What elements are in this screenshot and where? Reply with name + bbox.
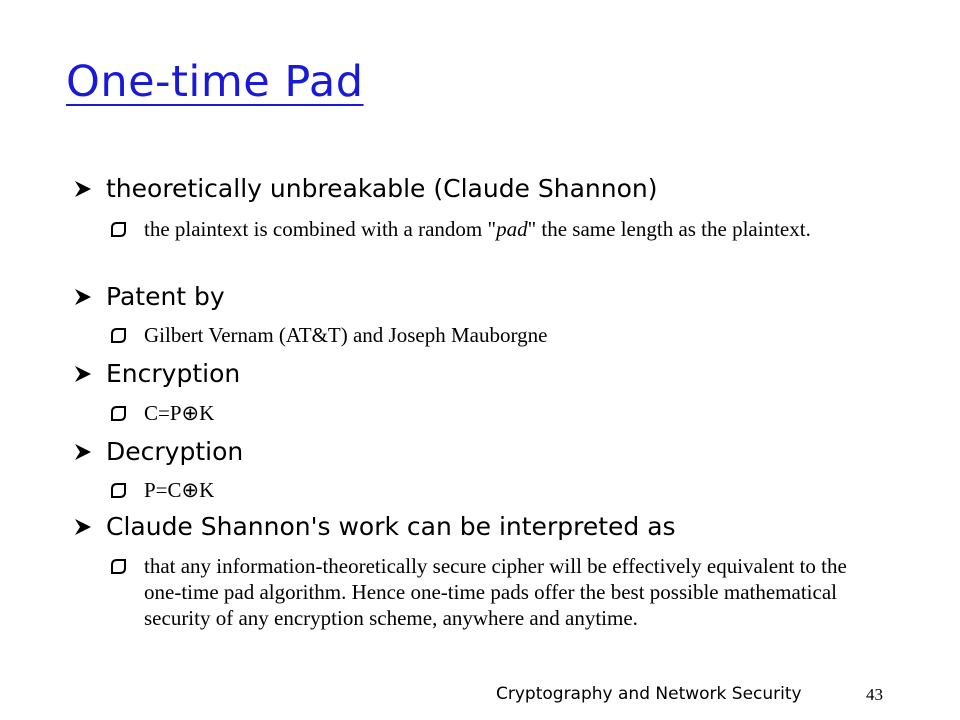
slide-title: One-time Pad	[66, 57, 364, 107]
bullet-item	[72, 277, 225, 317]
bullet-text: Decryption	[106, 437, 244, 466]
sub-bullet-item	[110, 553, 870, 631]
arrowhead-bullet-icon	[72, 516, 94, 538]
arrowhead-bullet-icon	[72, 363, 94, 385]
arrowhead-bullet-icon	[72, 286, 94, 308]
sub-bullet-item	[110, 322, 870, 348]
rounded-square-bullet-icon	[110, 221, 128, 239]
rounded-square-bullet-icon	[110, 558, 128, 576]
bullet-text: Claude Shannon's work can be interpreted as	[106, 512, 676, 541]
rounded-square-bullet-icon	[110, 327, 128, 345]
pad-emphasis: pad	[496, 217, 528, 241]
sub-bullet-text	[144, 216, 811, 242]
sub-bullet-text: C=P⊕K	[144, 401, 215, 425]
sub-bullet-item	[110, 216, 870, 242]
slide-footer: Cryptography and Network Security	[496, 684, 802, 704]
sub-bullet-item	[110, 400, 870, 426]
arrowhead-bullet-icon	[72, 441, 94, 463]
sub-bullet-text-part: " the same length as the plaintext.	[527, 217, 811, 241]
arrowhead-bullet-icon	[72, 178, 94, 200]
sub-bullet-text: that any information-theoretically secure cipher will be effectively equivalent to the one-time pad algorithm. Hence one-time pads offer the best possible mathematical security of any encryption scheme, anywhere and anytime.	[144, 554, 847, 630]
rounded-square-bullet-icon	[110, 405, 128, 423]
page-number: 43	[866, 685, 883, 704]
bullet-item	[72, 354, 240, 394]
sub-bullet-text-part: the plaintext is combined with a random "	[144, 217, 497, 241]
bullet-text: Patent by	[106, 282, 225, 311]
bullet-item	[72, 432, 243, 472]
bullet-item	[72, 169, 658, 209]
bullet-text: Encryption	[106, 359, 241, 388]
bullet-text: theoretically unbreakable (Claude Shannon)	[106, 174, 658, 203]
sub-bullet-text: Gilbert Vernam (AT&T) and Joseph Mauborgne	[144, 323, 548, 347]
rounded-square-bullet-icon	[110, 482, 128, 500]
sub-bullet-text: P=C⊕K	[144, 478, 215, 502]
sub-bullet-item	[110, 477, 870, 503]
bullet-item	[72, 507, 676, 547]
